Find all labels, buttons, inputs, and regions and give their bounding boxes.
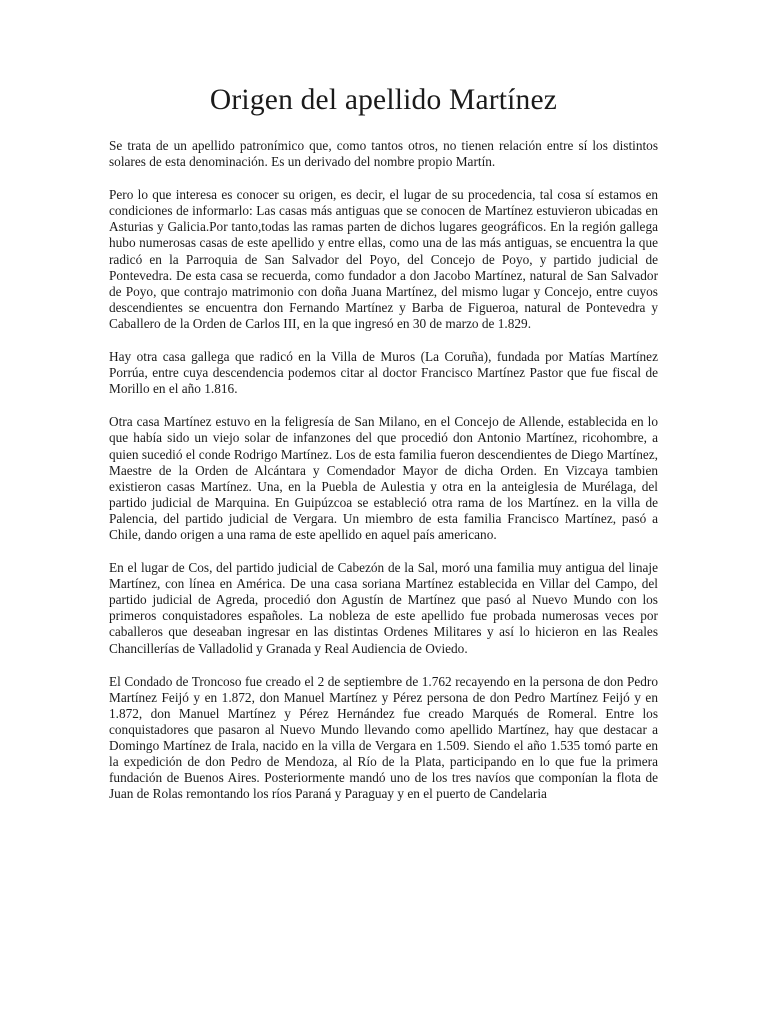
document-title: Origen del apellido Martínez [209,84,558,116]
paragraph-6: El Condado de Troncoso fue creado el 2 de septiembre de 1.762 recayendo en la persona de don Pedro Martínez Feijó y en 1.872, don Manuel Martínez y Pérez persona de don Pedro Martínez Feijó y en 1.872, don Manuel Martínez y Pérez Hernández fue creado Marqués de Romeral. Entre los conquistadores que pasaron al Nuevo Mundo llevando como apellido Martínez, hay que destacar a Domingo Martínez de Irala, nacido en la villa de Vergara en 1.509. Siendo el año 1.535 tomó parte en la expedición de don Pedro de Mendoza, al Río de la Plata, participando en lo que fue la primera fundación de Buenos Aires. Posteriormente mandó uno de los tres navíos que componían la flota de Juan de Rolas remontando los ríos Paraná y Paraguay y en el puerto de Candelaria [109,673,658,802]
paragraph-4: Otra casa Martínez estuvo en la feligresía de San Milano, en el Concejo de Allende, establecida en lo que había sido un viejo solar de infanzones del que procedió don Antonio Martínez, ricohombre, a quien sucedió el conde Rodrigo Martínez. Los de esta familia fueron descendientes de Diego Martínez, Maestre de la Orden de Alcántara y Comendador Mayor de dicha Orden. En Vizcaya tambien existieron casas Martínez. Una, en la Puebla de Aulestia y otra en la anteiglesia de Murélaga, del partido judicial de Marquina. En Guipúzcoa se estableció otra rama de los Martínez. en la villa de Palencia, del partido judicial de Vergara. Un miembro de esta familia Francisco Martínez, pasó a Chile, dando origen a una rama de este apellido en aquel país americano. [109,414,658,542]
paragraph-3: Hay otra casa gallega que radicó en la Villa de Muros (La Coruña), fundada por Matías Martínez Porrúa, entre cuya descendencia podemos citar al doctor Francisco Martínez Pastor que fue fiscal de Morillo en el año 1.816. [109,349,658,397]
document-page [109,82,658,819]
paragraph-5: En el lugar de Cos, del partido judicial de Cabezón de la Sal, moró una familia muy antigua del linaje Martínez, con línea en América. De una casa soriana Martínez establecida en Villar del Campo, del partido judicial de Agreda, procedió don Agustín de Martínez que pasó al Nuevo Mundo con los primeros conquistadores españoles. La nobleza de este apellido fue probada numerosas veces por caballeros que deseaban ingresar en las distintas Ordenes Militares y así lo hicieron en las Reales Chancillerías de Valladolid y Granada y Real Audiencia de Oviedo. [109,560,658,656]
paragraph-1: Se trata de un apellido patronímico que, como tantos otros, no tienen relación entre sí los distintos solares de esta denominación. Es un derivado del nombre propio Martín. [109,138,658,170]
paragraph-2: Pero lo que interesa es conocer su origen, es decir, el lugar de su procedencia, tal cosa sí estamos en condiciones de informarlo: Las casas más antiguas que se conocen de Martínez estuvieron ubicadas en Asturias y Galicia.Por tanto,todas las ramas parten de dichos lugares geográficos. En la región gallega hubo numerosas casas de este apellido y entre ellas, como una de las más antiguas, se encuentra la que radicó en la Parroquia de San Salvador del Poyo, del Concejo de Poyo, y partido judicial de Pontevedra. De esta casa se recuerda, como fundador a don Jacobo Martínez, natural de San Salvador de Poyo, que contrajo matrimonio con doña Juana Martínez, del mismo lugar y Concejo, entre cuyos descendientes se encuentra don Fernando Martínez y Barba de Figueroa, natural de Pontevedra y Caballero de la Orden de Carlos III, en la que ingresó en 30 de marzo de 1.829. [109,187,658,331]
